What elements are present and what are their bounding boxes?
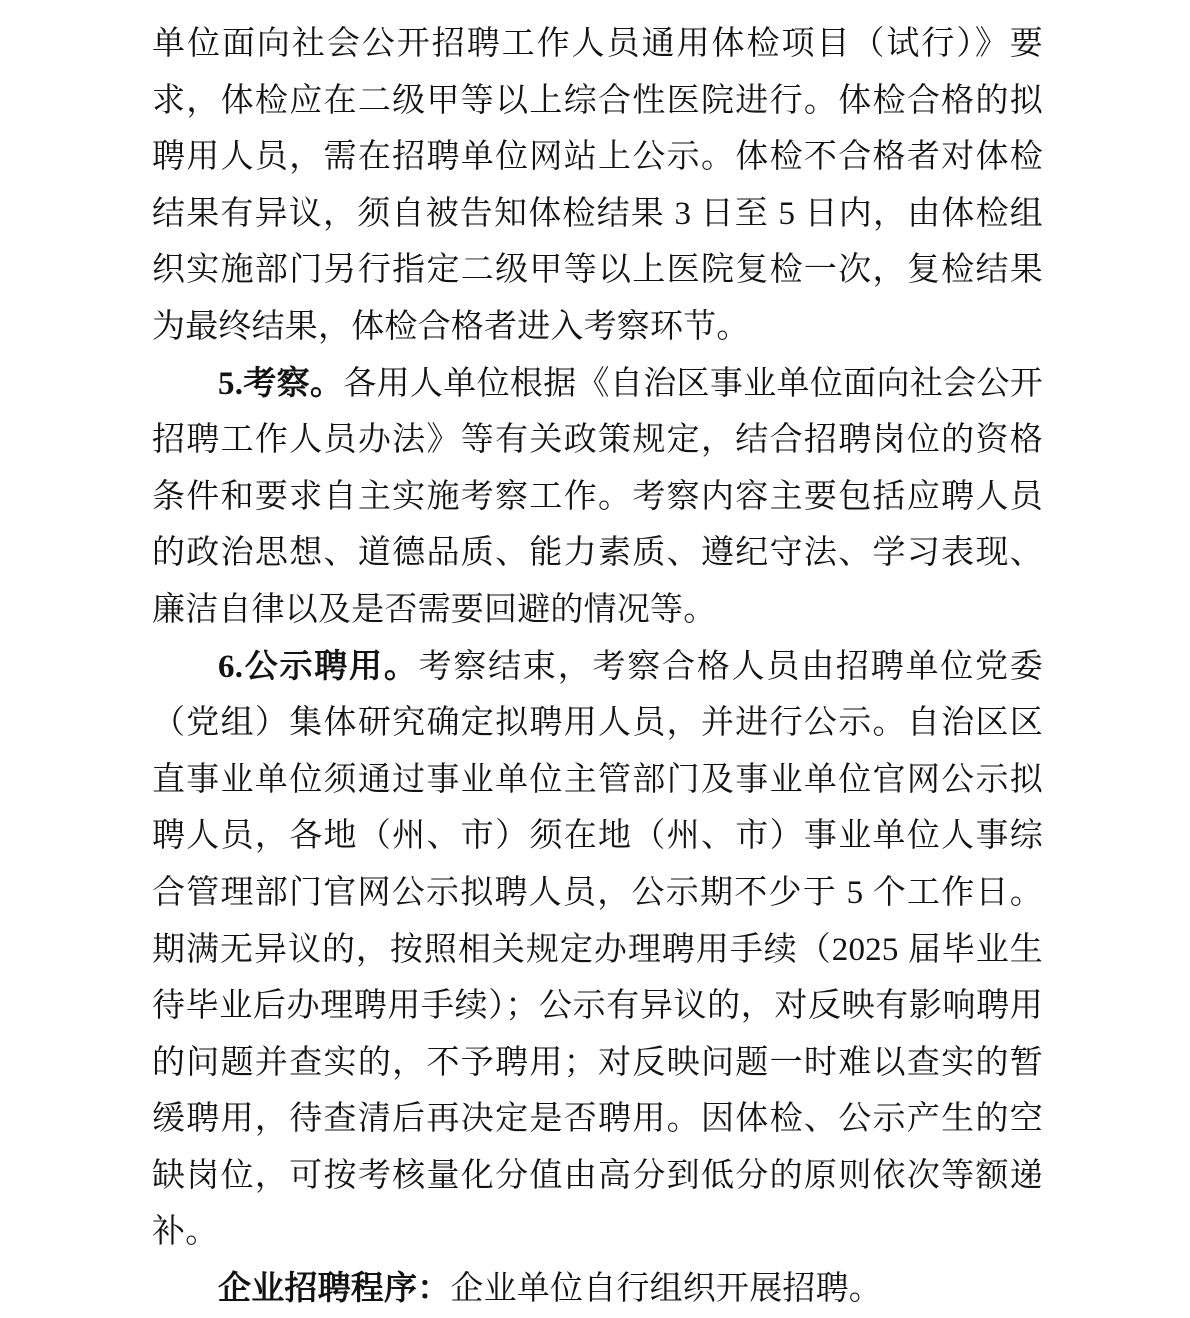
para-enterprise-procedure: [152, 1261, 1043, 1318]
paragraph-text: 企业单位自行组织开展招聘。: [450, 1271, 883, 1308]
para-publicity-employment: [152, 639, 1043, 1262]
paragraph-lead: 企业招聘程序：: [218, 1271, 451, 1308]
para-inspection: [152, 356, 1043, 639]
paragraph-lead: 5.考察。: [218, 365, 344, 402]
document-body: [152, 16, 1043, 1318]
paragraph-text: 单位面向社会公开招聘工作人员通用体检项目（试行）》要求，体检应在二级甲等以上综合性医院进行。体检合格的拟聘用人员，需在招聘单位网站上公示。体检不合格者对体检结果有异议，须自被告知体检结果 3 日至 5 日内，由体检组织实施部门另行指定二级甲等以上医院复检一次，复检结果为最终结果，体检合格者进入考察环节。: [152, 26, 1043, 345]
paragraph-text: 考察结束，考察合格人员由招聘单位党委（党组）集体研究确定拟聘用人员，并进行公示。自治区区直事业单位须通过事业单位主管部门及事业单位官网公示拟聘人员，各地（州、市）须在地（州、市）事业单位人事综合管理部门官网公示拟聘人员，公示期不少于 5 个工作日。期满无异议的，按照相关规定办理聘用手续（2025 届毕业生待毕业后办理聘用手续）；公示有异议的，对反映有影响聘用的问题并查实的，不予聘用；对反映问题一时难以查实的暂缓聘用，待查清后再决定是否聘用。因体检、公示产生的空缺岗位，可按考核量化分值由高分到低分的原则依次等额递补。: [152, 648, 1043, 1251]
para-physical-exam: [152, 16, 1043, 356]
paragraph-text: 各用人单位根据《自治区事业单位面向社会公开招聘工作人员办法》等有关政策规定，结合招聘岗位的资格条件和要求自主实施考察工作。考察内容主要包括应聘人员的政治思想、道德品质、能力素质、遵纪守法、学习表现、廉洁自律以及是否需要回避的情况等。: [152, 365, 1044, 628]
paragraph-lead: 6.公示聘用。: [218, 648, 419, 685]
